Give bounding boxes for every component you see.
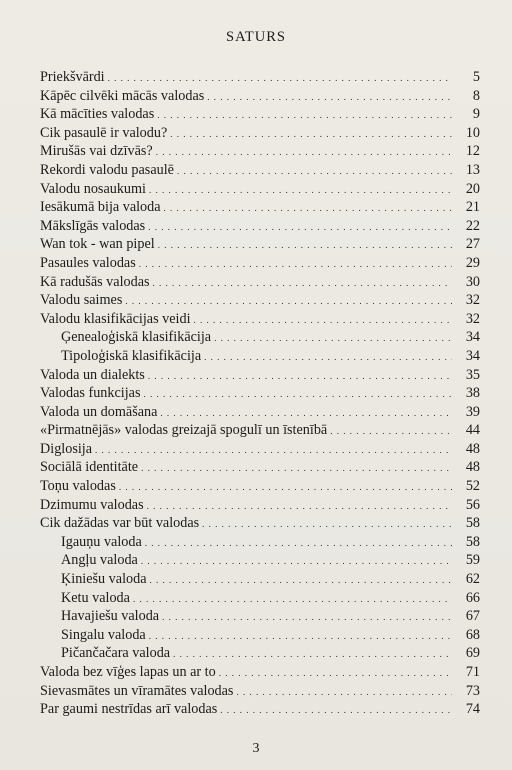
toc-entry-page: 35 — [465, 366, 480, 383]
toc-entry-title: Dzimumu valodas — [40, 496, 144, 513]
toc-entry-page: 10 — [465, 124, 480, 141]
toc-entry-page: 71 — [465, 664, 480, 680]
toc-entry-title: Igauņu valoda — [61, 533, 142, 550]
toc-entry-title: Ketu valoda — [61, 589, 130, 606]
toc-entry-title: Valodu saimes — [40, 292, 123, 309]
toc-entry-title: Kāpēc cilvēki mācās valodas — [40, 87, 205, 104]
toc-entry — [40, 384, 480, 403]
toc-entry-title: Valodu nosaukumi — [40, 180, 147, 197]
dot-leader — [149, 181, 452, 200]
toc-entry — [40, 254, 480, 273]
toc-entry — [40, 366, 480, 385]
toc-entry-page: 58 — [465, 533, 480, 550]
toc-entry — [40, 105, 480, 124]
dot-leader — [202, 515, 452, 534]
toc-entry — [40, 87, 480, 106]
toc-entry-page: 27 — [465, 236, 480, 253]
toc-entry-page: 32 — [465, 292, 480, 309]
toc-entry-title: Wan tok - wan pipel — [40, 236, 155, 253]
toc-entry-page: 9 — [472, 106, 480, 123]
toc-entry-title: Valoda un domāšana — [40, 403, 158, 420]
toc-entry — [40, 682, 480, 701]
dot-leader — [220, 701, 452, 720]
toc-entry-page: 67 — [465, 608, 480, 625]
toc-entry-page: 58 — [465, 515, 480, 532]
toc-entry-title: Angļu valoda — [61, 552, 138, 569]
toc-entry-title: Ķiniešu valoda — [61, 571, 147, 588]
table-of-contents — [40, 68, 480, 719]
toc-entry-title: Iesākumā bija valoda — [40, 199, 161, 216]
toc-entry-title: Valodu klasifikācijas veidi — [40, 310, 191, 327]
toc-entry — [40, 124, 480, 143]
dot-leader — [204, 348, 452, 367]
toc-entry — [40, 421, 480, 440]
dot-leader — [158, 236, 452, 255]
toc-entry-title: Havajiešu valoda — [61, 608, 160, 625]
toc-entry — [40, 142, 480, 161]
dot-leader — [145, 534, 452, 553]
toc-entry-title: Cik pasaulē ir valodu? — [40, 124, 168, 141]
dot-leader — [157, 106, 452, 125]
toc-entry-page: 39 — [465, 403, 480, 420]
dot-leader — [133, 590, 452, 609]
toc-entry-title: Kā radušās valodas — [40, 273, 150, 290]
toc-entry-title: Rekordi valodu pasaulē — [40, 161, 174, 178]
dot-leader — [148, 367, 452, 386]
toc-entry — [40, 440, 480, 459]
toc-subentry — [40, 626, 480, 645]
toc-entry-page: 74 — [465, 701, 480, 718]
toc-entry-page: 8 — [472, 87, 480, 104]
dot-leader — [219, 664, 452, 683]
toc-entry — [40, 273, 480, 292]
dot-leader — [194, 311, 452, 330]
dot-leader — [125, 292, 452, 311]
toc-entry-title: Valoda un dialekts — [40, 366, 145, 383]
toc-subentry — [40, 607, 480, 626]
dot-leader — [141, 459, 452, 478]
toc-entry-page: 13 — [465, 161, 480, 178]
toc-entry-page: 68 — [465, 626, 480, 643]
toc-entry-title: Sociālā identitāte — [40, 459, 139, 476]
toc-entry-title: Singalu valoda — [61, 626, 146, 643]
dot-leader — [148, 218, 452, 237]
toc-subentry — [40, 589, 480, 608]
dot-leader — [150, 571, 453, 590]
dot-leader — [173, 645, 452, 664]
dot-leader — [162, 608, 452, 627]
toc-entry-title: Tipoloģiskā klasifikācija — [61, 347, 202, 364]
toc-subentry — [40, 328, 480, 347]
toc-entry — [40, 514, 480, 533]
toc-entry-page: 34 — [465, 347, 480, 364]
toc-entry-title: Mākslīgās valodas — [40, 217, 146, 234]
toc-entry-page: 22 — [465, 217, 480, 234]
toc-entry-page: 66 — [465, 589, 480, 606]
toc-entry-page: 34 — [465, 329, 480, 346]
toc-entry — [40, 310, 480, 329]
toc-entry — [40, 161, 480, 180]
dot-leader — [207, 88, 452, 107]
toc-entry-page: 48 — [465, 440, 480, 457]
toc-entry-title: Ģenealoģiskā klasifikācija — [61, 329, 212, 346]
toc-entry — [40, 235, 480, 254]
toc-entry — [40, 198, 480, 217]
toc-entry-page: 48 — [465, 459, 480, 476]
dot-leader — [139, 255, 452, 274]
toc-entry — [40, 217, 480, 236]
toc-entry-page: 30 — [465, 273, 480, 290]
toc-entry-page: 56 — [465, 496, 480, 513]
dot-leader — [141, 552, 452, 571]
toc-subentry — [40, 570, 480, 589]
toc-subentry — [40, 551, 480, 570]
toc-entry-title: Valoda bez vīģes lapas un ar to — [40, 664, 216, 680]
dot-leader — [214, 329, 452, 348]
toc-entry-title: Toņu valodas — [40, 478, 116, 495]
toc-entry-title: Sievasmātes un vīramātes valodas — [40, 682, 234, 699]
dot-leader — [170, 125, 452, 144]
toc-entry-page: 52 — [465, 478, 480, 495]
dot-leader — [147, 497, 452, 516]
page-title: SATURS — [226, 29, 286, 45]
toc-entry-page: 38 — [465, 385, 480, 402]
dot-leader — [236, 683, 452, 702]
dot-leader — [149, 627, 452, 646]
toc-entry-page: 59 — [465, 552, 480, 569]
toc-entry-title: Par gaumi nestrīdas arī valodas — [40, 701, 218, 718]
toc-entry — [40, 700, 480, 719]
toc-entry-page: 73 — [465, 682, 480, 699]
dot-leader — [156, 143, 452, 162]
toc-entry-page: 44 — [465, 422, 480, 439]
dot-leader — [153, 274, 452, 293]
page-number: 3 — [252, 741, 260, 756]
toc-entry — [40, 180, 480, 199]
toc-entry-page: 29 — [465, 254, 480, 271]
toc-entry-title: Mirušās vai dzīvās? — [40, 143, 153, 160]
toc-entry — [40, 458, 480, 477]
toc-entry-page: 21 — [465, 199, 480, 216]
toc-entry — [40, 291, 480, 310]
dot-leader — [177, 162, 452, 181]
toc-entry — [40, 403, 480, 422]
toc-entry-title: «Pirmatnējās» valodas greizajā spogulī un īstenībā — [40, 422, 328, 439]
toc-entry-page: 32 — [465, 310, 480, 327]
toc-entry-title: Valodas funkcijas — [40, 385, 141, 402]
toc-entry-title: Cik dažādas var būt valodas — [40, 515, 200, 532]
dot-leader — [330, 422, 452, 441]
toc-entry-page: 5 — [472, 69, 480, 85]
toc-entry — [40, 68, 480, 87]
toc-entry — [40, 663, 480, 682]
dot-leader — [108, 69, 452, 88]
toc-entry — [40, 477, 480, 496]
toc-subentry — [40, 644, 480, 663]
toc-entry-page: 69 — [465, 645, 480, 662]
toc-entry-title: Diglosija — [40, 440, 93, 457]
toc-entry-title: Pičančačara valoda — [61, 645, 171, 662]
dot-leader — [119, 478, 452, 497]
dot-leader — [95, 441, 452, 460]
dot-leader — [164, 199, 452, 218]
toc-entry — [40, 496, 480, 515]
toc-entry-page: 12 — [465, 143, 480, 160]
toc-entry-title: Pasaules valodas — [40, 254, 136, 271]
toc-entry-page: 62 — [465, 571, 480, 588]
toc-entry-page: 20 — [465, 180, 480, 197]
dot-leader — [143, 385, 452, 404]
toc-subentry — [40, 533, 480, 552]
toc-entry-title: Kā mācīties valodas — [40, 106, 155, 123]
dot-leader — [160, 404, 452, 423]
toc-subentry — [40, 347, 480, 366]
toc-entry-title: Priekšvārdi — [40, 69, 105, 85]
